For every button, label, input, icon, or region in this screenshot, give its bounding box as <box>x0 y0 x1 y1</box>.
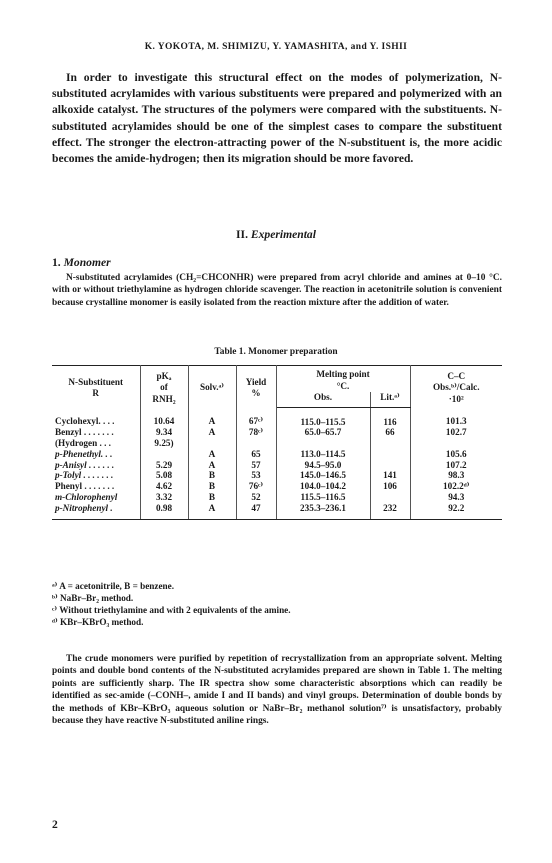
cell-solv: B <box>188 470 236 481</box>
cell-lit <box>370 492 410 503</box>
header-mp-lit: Lit.ᵃ⁾ <box>370 392 410 407</box>
cell-cc: 102.7 <box>445 427 467 438</box>
cell-pka: 9.34 <box>140 427 188 438</box>
cell-obs: 104.0–104.2 <box>276 481 370 492</box>
cell-obs: 235.3–236.1 <box>276 503 370 519</box>
cell-yield: 57 <box>236 460 276 471</box>
cell-lit: 232 <box>370 503 410 519</box>
cell-obs <box>276 438 370 449</box>
cell-yield: 65 <box>236 449 276 460</box>
cell-cc: 92.2 <box>410 503 502 519</box>
table-row <box>52 449 502 460</box>
cell-substituent: p-Phenethyl. . . <box>52 449 140 460</box>
cell-pka: 9.25) <box>140 438 188 449</box>
table-caption: Table 1. Monomer preparation <box>214 347 338 357</box>
footnote: ᵇ⁾ NaBr–Br₂ method. <box>52 593 134 603</box>
cell-solv: A <box>188 503 236 519</box>
table-row <box>52 438 502 449</box>
cell-obs: 115.5–116.5 <box>276 492 370 503</box>
header-pka: pKₐ of RNH₂ <box>140 366 188 408</box>
table-row <box>52 407 502 427</box>
cell-lit: 106 <box>370 481 410 492</box>
cell-substituent: p-Anisyl . . . . . . <box>52 460 140 471</box>
cell-obs: 65.0–65.7 <box>276 427 370 438</box>
footnote: ᵃ⁾ A = acetonitrile, B = benzene. <box>52 581 175 591</box>
section-heading <box>0 228 552 241</box>
table-row <box>52 470 502 481</box>
cell-cc: 105.6 <box>445 448 467 459</box>
cell-pka: 0.98 <box>140 503 188 519</box>
cell-cc: 101.3 <box>445 416 467 427</box>
cell-solv: A <box>188 427 236 438</box>
running-head: K. YOKOTA, M. SHIMIZU, Y. YAMASHITA, and Y. ISHII <box>144 42 408 52</box>
cell-solv: A <box>188 449 236 460</box>
cell-solv: B <box>188 481 236 492</box>
cell-substituent: p-Tolyl . . . . . . . <box>52 470 140 481</box>
header-cc: C–C Obs.ᵇ⁾/Calc. ·10² <box>410 366 502 408</box>
cell-lit <box>370 460 410 471</box>
header-mp-obs: Obs. <box>276 392 370 407</box>
intro-paragraph: In order to investigate this structural effect on the modes of polymerization, N-substituted acrylamides with various substituents were prepared and polymerized with an alkoxide catalyst. The structures of the polymers were compared with the substituents. N-substituted acrylamides should be one of the simplest cases to compare the substituent effect. The stronger the electron-attracting power of the N-substituent is, the more acidic becomes the amide-hydrogen; then its migration should be more favored. <box>52 71 502 166</box>
cell-yield <box>236 438 276 449</box>
page-number: 2 <box>52 818 58 831</box>
cell-lit: 116 <box>370 407 410 427</box>
cell-obs: 94.5–95.0 <box>276 460 370 471</box>
header-solvent: Solv.ᵃ⁾ <box>188 366 236 408</box>
cell-obs: 113.0–114.5 <box>276 449 370 460</box>
cell-lit: 141 <box>370 470 410 481</box>
table-row <box>52 460 502 471</box>
monomer-table <box>52 365 502 520</box>
cell-lit: 66 <box>370 427 410 438</box>
cell-substituent: Cyclohexyl. . . . <box>52 407 140 427</box>
monomer-paragraph: N-substituted acrylamides (CH₂=CHCONHR) were prepared from acryl chloride and amines at 0–10 °C. with or without triethylamine as hydrogen chloride scavenger. The reaction in acetonitrile solution is convenient because crystalline monomer is easily isolated from the reaction mixture after the addition of water. <box>52 273 502 308</box>
cell-pka <box>140 449 188 460</box>
footnote: ᵈ⁾ KBr–KBrO₃ method. <box>52 617 144 627</box>
crude-monomer-paragraph: The crude monomers were purified by repetition of recrystallization from an appropriate solvent. Melting points and double bond contents of the N-substituted acrylamides prepared are shown in Table 1. The melting points are sufficiently sharp. The IR spectra show some characteristic absorptions which can readily be identified as sec-amide (–CONH–, amide I and II bands) and vinyl groups. Determination of double bonds by the methods of KBr–KBrO₃ aqueous solution or NaBr–Br₂ methanol solution⁷⁾ is unsatisfactory, probably because they have reactive N-substituted aniline rings. <box>52 654 502 727</box>
subsection-heading <box>52 256 111 269</box>
cell-substituent: Phenyl . . . . . . . <box>52 481 140 492</box>
table-body <box>52 407 502 519</box>
cell-yield: 78ᶜ⁾ <box>236 427 276 438</box>
table-row <box>52 492 502 503</box>
cell-substituent: (Hydrogen . . . <box>52 438 140 449</box>
cell-cc <box>410 438 502 449</box>
cell-lit <box>370 438 410 449</box>
subsection-title: Monomer <box>63 256 111 269</box>
cell-solv: A <box>188 407 236 427</box>
table-row <box>52 503 502 519</box>
cell-cc: 98.3 <box>448 470 465 481</box>
header-melting-point: Melting point °C. <box>276 366 410 393</box>
cell-yield: 52 <box>236 492 276 503</box>
cell-yield: 67ᶜ⁾ <box>236 407 276 427</box>
cell-pka: 5.29 <box>140 460 188 471</box>
footnote: ᶜ⁾ Without triethylamine and with 2 equivalents of the amine. <box>52 605 291 615</box>
section-number: II. <box>236 228 248 241</box>
cell-solv: B <box>188 492 236 503</box>
cell-obs: 145.0–146.5 <box>276 470 370 481</box>
subsection-number: 1. <box>52 256 61 269</box>
cell-substituent: Benzyl . . . . . . . <box>52 427 140 438</box>
header-yield: Yield % <box>236 366 276 408</box>
cell-pka: 4.62 <box>140 481 188 492</box>
table-footnotes <box>52 580 291 628</box>
table-row <box>52 427 502 438</box>
cell-obs: 115.0–115.5 <box>276 407 370 427</box>
cell-yield: 76ᶜ⁾ <box>236 481 276 492</box>
cell-substituent: p-Nitrophenyl . <box>52 503 140 519</box>
cell-yield: 53 <box>236 470 276 481</box>
cell-solv: A <box>188 460 236 471</box>
cell-solv <box>188 438 236 449</box>
cell-pka: 3.32 <box>140 492 188 503</box>
cell-pka: 10.64 <box>140 407 188 427</box>
cell-cc: 107.2 <box>445 459 467 470</box>
cell-yield: 47 <box>236 503 276 519</box>
cell-lit <box>370 449 410 460</box>
header-substituent: N-Substituent R <box>52 366 140 408</box>
cell-cc: 94.3 <box>448 492 465 503</box>
table-row <box>52 481 502 492</box>
cell-cc: 102.2ᵈ⁾ <box>443 481 470 492</box>
cell-pka: 5.08 <box>140 470 188 481</box>
section-title: Experimental <box>250 228 316 241</box>
cell-substituent: m-Chlorophenyl <box>52 492 140 503</box>
